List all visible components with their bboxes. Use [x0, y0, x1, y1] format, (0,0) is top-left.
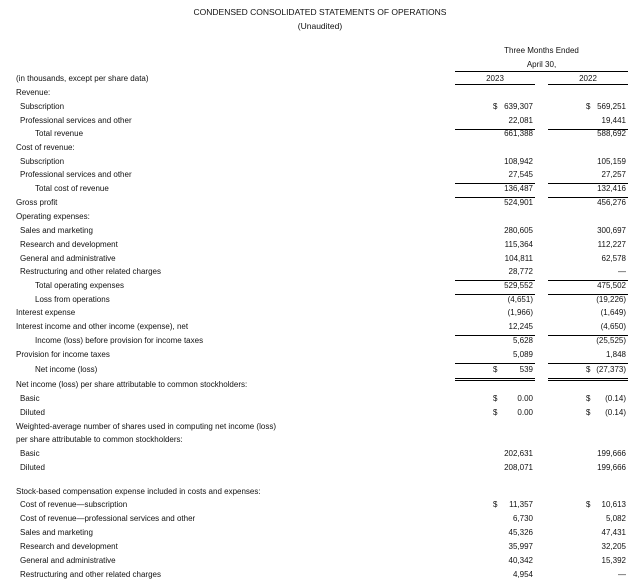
table-row [0, 295, 640, 308]
table-row [0, 500, 640, 513]
value-2022-cell [548, 365, 628, 381]
value-2022-cell [548, 556, 628, 569]
dollar-sign: $ [586, 102, 591, 111]
table-row [0, 116, 640, 129]
value-2022: 47,431 [601, 528, 626, 537]
table-row [0, 308, 640, 321]
value-2023-cell [455, 281, 535, 295]
value-2022-cell [548, 267, 628, 281]
value-2023-cell [455, 102, 535, 115]
value-2022-cell [548, 240, 628, 253]
row-label: Provision for income taxes [16, 350, 110, 359]
value-2023-cell [455, 198, 535, 211]
value-2022-cell [548, 198, 628, 211]
value-2022: 300,697 [597, 226, 626, 235]
value-2023-cell [455, 254, 535, 267]
value-2023-cell [455, 514, 535, 527]
value-2023: 529,552 [504, 281, 533, 290]
table-row [0, 129, 640, 142]
table-row [0, 408, 640, 421]
table-row [0, 528, 640, 541]
value-2023-cell [455, 184, 535, 198]
value-2022: (4,650) [600, 322, 626, 331]
table-row [0, 487, 640, 500]
value-2022: (0.14) [605, 394, 626, 403]
value-2023: 12,245 [508, 322, 533, 331]
row-label: Subscription [20, 102, 65, 111]
value-2023: 4,954 [512, 570, 533, 579]
row-label: Research and development [20, 542, 118, 551]
value-2022: (19,226) [596, 295, 626, 304]
value-2022-cell [548, 281, 628, 295]
table-row [0, 102, 640, 115]
table-row [0, 88, 640, 101]
table-row [0, 380, 640, 393]
value-2023: 202,631 [504, 449, 533, 458]
table-row [0, 449, 640, 462]
value-2023-cell [455, 170, 535, 184]
table-row [0, 394, 640, 407]
table-row [0, 267, 640, 280]
value-2022: 1,848 [605, 350, 626, 359]
value-2023-cell [455, 267, 535, 281]
row-label: Revenue: [16, 88, 51, 97]
value-2022-cell [548, 170, 628, 184]
value-2023-cell [455, 463, 535, 476]
dollar-sign: $ [586, 500, 591, 509]
row-label: Professional services and other [20, 116, 132, 125]
value-2023: 45,326 [508, 528, 533, 537]
row-label: Weighted-average number of shares used in computing net income (loss) [16, 422, 276, 431]
value-2022: 569,251 [597, 102, 626, 111]
value-2022: (1,649) [600, 308, 626, 317]
value-2023-cell [455, 240, 535, 253]
value-2023: 0.00 [517, 408, 533, 417]
row-label: Diluted [20, 463, 45, 472]
table-row [0, 435, 640, 448]
row-label: General and administrative [20, 556, 116, 565]
value-2023: 539 [519, 365, 533, 374]
statement-title: CONDENSED CONSOLIDATED STATEMENTS OF OPERATIONS [193, 7, 447, 17]
value-2022: 5,082 [605, 514, 626, 523]
value-2023: 639,307 [504, 102, 533, 111]
value-2023-cell [455, 394, 535, 407]
value-2022: 199,666 [597, 463, 626, 472]
value-2023: 115,364 [504, 240, 533, 249]
table-row [0, 240, 640, 253]
value-2023-cell [455, 157, 535, 170]
row-label: Basic [20, 394, 40, 403]
value-2023: 0.00 [517, 394, 533, 403]
value-2023-cell [455, 500, 535, 513]
value-2023-cell [455, 542, 535, 555]
value-2022-cell [548, 570, 628, 583]
value-2022-cell [548, 322, 628, 336]
value-2022-cell [548, 308, 628, 321]
value-2022: 62,578 [601, 254, 626, 263]
value-2022-cell [548, 350, 628, 364]
value-2023-cell [455, 308, 535, 321]
value-2022-cell [548, 449, 628, 462]
value-2023-cell [455, 350, 535, 364]
value-2023-cell [455, 295, 535, 308]
value-2023: 27,545 [508, 170, 533, 179]
period-header: Three Months Ended [504, 46, 579, 55]
year-2023-header: 2023 [486, 74, 504, 83]
value-2023-cell [455, 365, 535, 381]
value-2023-cell [455, 336, 535, 349]
value-2022-cell [548, 102, 628, 115]
units-note: (in thousands, except per share data) [16, 74, 149, 83]
value-2023-cell [455, 129, 535, 142]
value-2022: 588,692 [597, 129, 626, 138]
row-label: Total operating expenses [35, 281, 124, 290]
value-2022: 27,257 [601, 170, 626, 179]
value-2022-cell [548, 184, 628, 198]
value-2023: 524,901 [504, 198, 533, 207]
table-row [0, 542, 640, 555]
row-label: Sales and marketing [20, 528, 93, 537]
value-2023: 5,089 [512, 350, 533, 359]
value-2023: 28,772 [508, 267, 533, 276]
value-2023-cell [455, 556, 535, 569]
row-label: Gross profit [16, 198, 58, 207]
value-2022-cell [548, 463, 628, 476]
value-2022: 10,613 [601, 500, 626, 509]
value-2022: 475,502 [597, 281, 626, 290]
value-2022-cell [548, 254, 628, 267]
value-2022: 132,416 [597, 184, 626, 193]
dollar-sign: $ [493, 394, 498, 403]
row-label: Operating expenses: [16, 212, 90, 221]
dollar-sign: $ [493, 500, 498, 509]
row-label: Loss from operations [35, 295, 110, 304]
value-2023: 40,342 [508, 556, 533, 565]
row-label: Cost of revenue—subscription [20, 500, 128, 509]
dollar-sign: $ [493, 365, 498, 374]
row-label: Net income (loss) [35, 365, 98, 374]
table-row [0, 198, 640, 211]
value-2022-cell [548, 295, 628, 308]
value-2022: 15,392 [601, 556, 626, 565]
value-2022-cell [548, 336, 628, 349]
value-2022: — [618, 267, 626, 276]
row-label: General and administrative [20, 254, 116, 263]
dollar-sign: $ [586, 365, 591, 374]
value-2022-cell [548, 542, 628, 555]
row-label: Total cost of revenue [35, 184, 109, 193]
value-2023-cell [455, 570, 535, 583]
value-2022-cell [548, 116, 628, 130]
row-label: Net income (loss) per share attributable to common stockholders: [16, 380, 248, 389]
value-2023-cell [455, 449, 535, 462]
value-2023-cell [455, 322, 535, 336]
row-label: Diluted [20, 408, 45, 417]
table-row [0, 422, 640, 435]
value-2022: (25,525) [596, 336, 626, 345]
row-label: per share attributable to common stockholders: [16, 435, 183, 444]
value-2023: 108,942 [504, 157, 533, 166]
value-2022-cell [548, 129, 628, 142]
table-row [0, 212, 640, 225]
value-2022: 105,159 [597, 157, 626, 166]
value-2023: 661,388 [504, 129, 533, 138]
row-label: Interest expense [16, 308, 76, 317]
value-2023: 136,487 [504, 184, 533, 193]
value-2023-cell [455, 116, 535, 130]
table-row [0, 350, 640, 363]
value-2023: 208,071 [504, 463, 533, 472]
table-row [0, 281, 640, 294]
row-label: Sales and marketing [20, 226, 93, 235]
value-2023: 22,081 [508, 116, 533, 125]
value-2022: 199,666 [597, 449, 626, 458]
period-header-rule [455, 71, 628, 72]
value-2022: 456,276 [597, 198, 626, 207]
row-label: Total revenue [35, 129, 84, 138]
value-2023-cell [455, 226, 535, 239]
value-2022-cell [548, 514, 628, 527]
table-row [0, 226, 640, 239]
table-row [0, 170, 640, 183]
table-row [0, 157, 640, 170]
value-2022: — [618, 570, 626, 579]
table-row [0, 322, 640, 335]
table-row [0, 556, 640, 569]
value-2023-cell [455, 528, 535, 541]
row-label: Cost of revenue—professional services and other [20, 514, 196, 523]
value-2023: 35,997 [508, 542, 533, 551]
row-label: Stock-based compensation expense included in costs and expenses: [16, 487, 261, 496]
dollar-sign: $ [586, 408, 591, 417]
value-2022-cell [548, 408, 628, 421]
table-row [0, 570, 640, 583]
value-2022-cell [548, 157, 628, 170]
value-2022: (0.14) [605, 408, 626, 417]
row-label: Restructuring and other related charges [20, 570, 161, 579]
table-row [0, 336, 640, 349]
dollar-sign: $ [493, 408, 498, 417]
row-label: Cost of revenue: [16, 143, 75, 152]
table-row [0, 143, 640, 156]
year-2022-header: 2022 [579, 74, 597, 83]
value-2022-cell [548, 528, 628, 541]
value-2022: 32,205 [601, 542, 626, 551]
value-2022: (27,373) [596, 365, 626, 374]
dollar-sign: $ [586, 394, 591, 403]
value-2022-cell [548, 500, 628, 513]
row-label: Subscription [20, 157, 65, 166]
table-row [0, 184, 640, 197]
table-row [0, 514, 640, 527]
row-label: Interest income and other income (expense), net [16, 322, 189, 331]
value-2023: 104,811 [504, 254, 533, 263]
value-2023: 280,605 [504, 226, 533, 235]
value-2023: (4,651) [507, 295, 533, 304]
row-label: Professional services and other [20, 170, 132, 179]
value-2023: 6,730 [512, 514, 533, 523]
dollar-sign: $ [493, 102, 498, 111]
value-2022-cell [548, 394, 628, 407]
row-label: Research and development [20, 240, 118, 249]
year-2023-rule [455, 84, 535, 85]
value-2023-cell [455, 408, 535, 421]
value-2023: 11,357 [509, 500, 533, 509]
table-row [0, 365, 640, 378]
row-label: Basic [20, 449, 40, 458]
row-label: Restructuring and other related charges [20, 267, 161, 276]
value-2022: 112,227 [597, 240, 626, 249]
row-label: Income (loss) before provision for income taxes [35, 336, 204, 345]
table-row [0, 254, 640, 267]
statement-subtitle: (Unaudited) [297, 21, 343, 31]
value-2023: (1,966) [507, 308, 533, 317]
value-2023: 5,628 [512, 336, 533, 345]
period-date: April 30, [526, 60, 557, 69]
value-2022: 19,441 [601, 116, 626, 125]
table-row [0, 463, 640, 476]
value-2022-cell [548, 226, 628, 239]
year-2022-rule [548, 84, 628, 85]
